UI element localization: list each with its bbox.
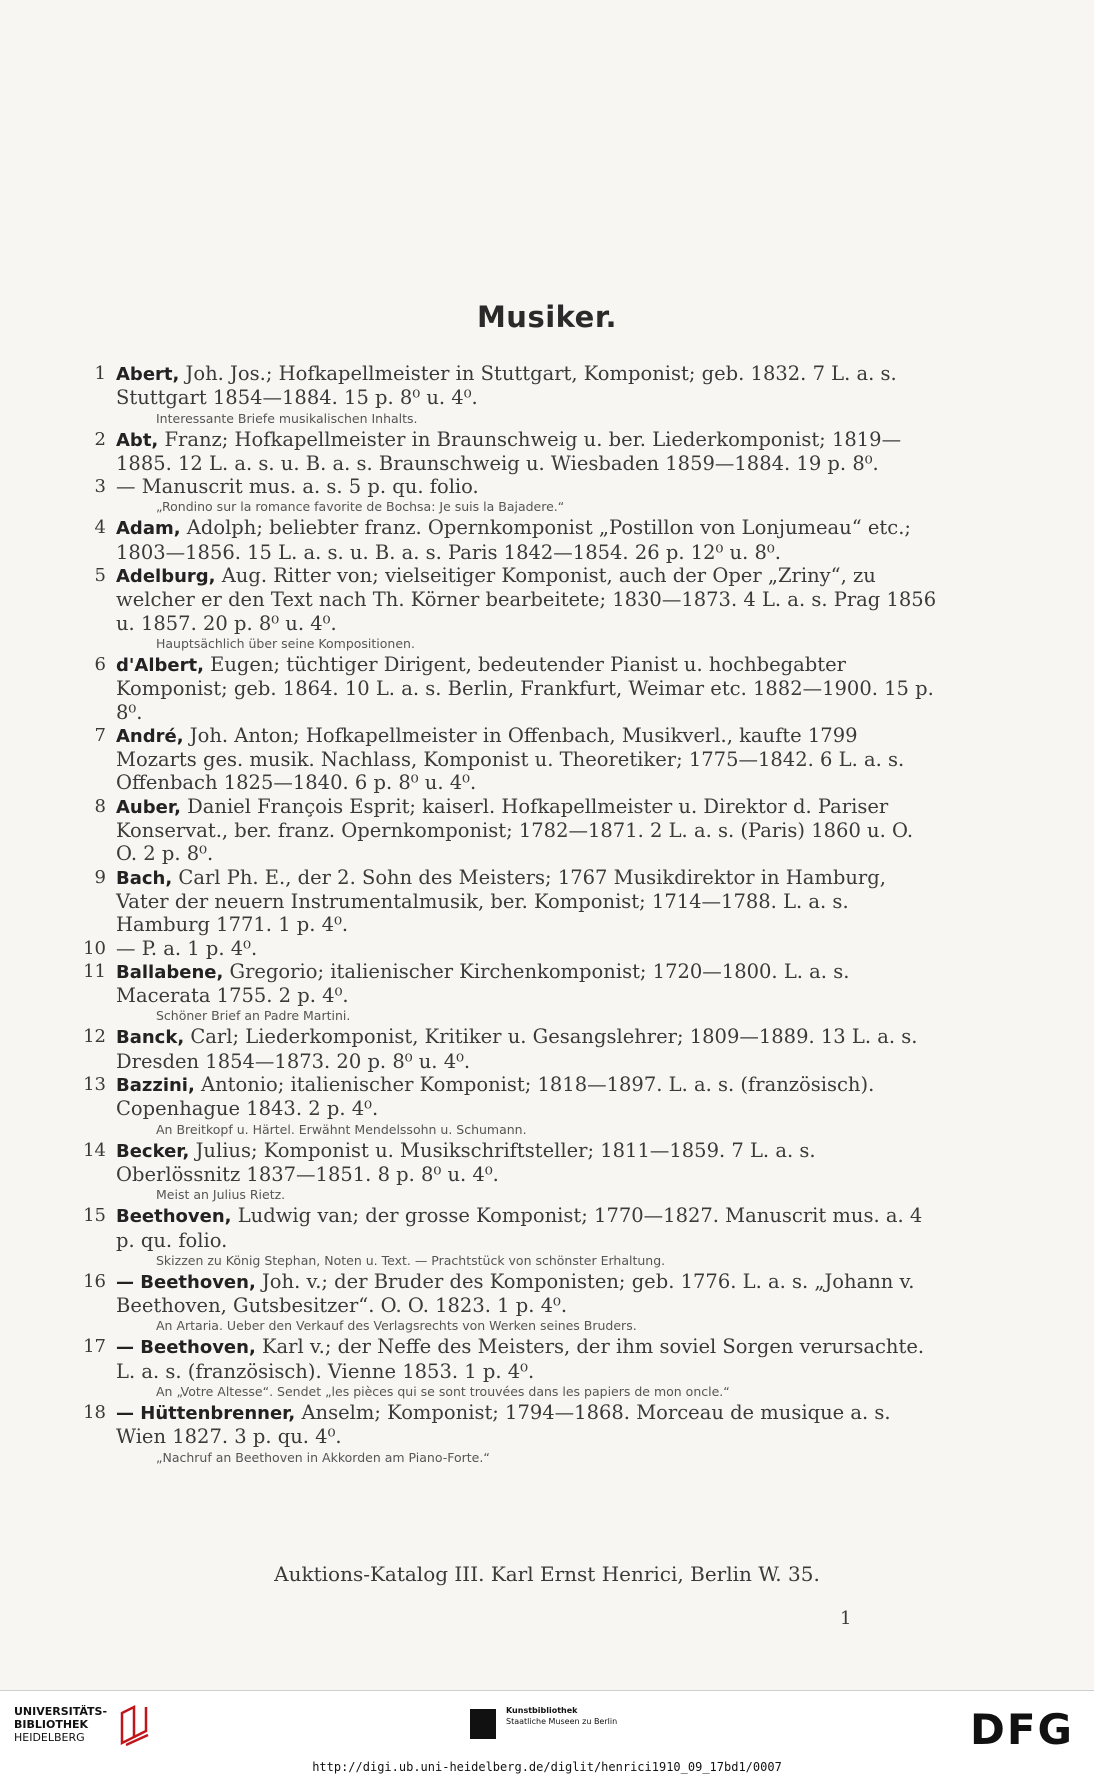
- entry-note: An Artaria. Ueber den Verkauf des Verlagsrechts von Werken seines Bruders.: [156, 1318, 637, 1334]
- entry-text: Carl Ph. E., der 2. Sohn des Meisters; 1767 Musikdirektor in Hamburg, Vater der neuern Instrumentalmusik, ber. Komponist; 1714—1788. L. a. s. Hamburg 1771. 1 p. 4⁰.: [116, 865, 886, 937]
- entry-note: „Nachruf an Beethoven in Akkorden am Piano-Forte.“: [156, 1449, 490, 1465]
- entry-name: Adelburg,: [116, 566, 216, 588]
- entry-number: 5: [94, 565, 106, 587]
- entry-note: Interessante Briefe musikalischen Inhalts.: [156, 410, 418, 426]
- entry-name: d'Albert,: [116, 654, 204, 676]
- entry-number: 7: [94, 724, 106, 746]
- catalog-entry: [78, 362, 940, 428]
- catalog-entry: [78, 516, 940, 564]
- entry-name: Becker,: [116, 1140, 190, 1162]
- page-number: 1: [840, 1608, 852, 1629]
- entry-text: Franz; Hofkapellmeister in Braunschweig u. ber. Liederkomponist; 1819—1885. 12 L. a. s. u. B. a. s. Braunschweig u. Wiesbaden 1859—1884. 19 p. 8⁰.: [116, 427, 902, 475]
- entry-name: André,: [116, 725, 184, 747]
- ub-logo-line2: BIBLIOTHEK: [14, 1718, 89, 1731]
- entry-note: Hauptsächlich über seine Kompositionen.: [156, 635, 415, 651]
- catalog-entry: [78, 795, 940, 866]
- entry-number: 2: [94, 428, 106, 450]
- ub-logo-line1: UNIVERSITÄTS-: [14, 1705, 108, 1718]
- entry-text: — P. a. 1 p. 4⁰.: [116, 936, 258, 960]
- entry-name: — Hüttenbrenner,: [116, 1402, 296, 1424]
- entry-note: Meist an Julius Rietz.: [156, 1187, 286, 1203]
- entry-text: — Manuscrit mus. a. s. 5 p. qu. folio.: [116, 475, 479, 499]
- catalog-line: Auktions-Katalog III. Karl Ernst Henrici, Berlin W. 35.: [274, 1562, 820, 1586]
- entry-text: Joh. v.; der Bruder des Komponisten; geb. 1776. L. a. s. „Johann v. Beethoven, Gutsbesitzer“. O. O. 1823. 1 p. 4⁰.: [116, 1269, 915, 1318]
- catalog-entry: [78, 960, 940, 1026]
- catalog-entry: [78, 1139, 940, 1205]
- entry-text: Gregorio; italienischer Kirchenkomponist; 1720—1800. L. a. s. Macerata 1755. 2 p. 4⁰.: [116, 959, 850, 1008]
- entry-text: Joh. Jos.; Hofkapellmeister in Stuttgart, Komponist; geb. 1832. 7 L. a. s. Stuttgart 1854—1884. 15 p. 8⁰ u. 4⁰.: [116, 362, 897, 410]
- catalog-entry: [78, 724, 940, 795]
- catalog-entry: [78, 653, 940, 724]
- catalog-entry: [78, 475, 940, 516]
- entry-text: Joh. Anton; Hofkapellmeister in Offenbach, Musikverl., kaufte 1799 Mozarts ges. musik. Nachlass, Komponist u. Theoretiker; 1775—1842. 6 L. a. s. Offenbach 1825—1840. 6 p. 8⁰ u. 4⁰.: [116, 723, 905, 795]
- catalog-entry: [78, 1401, 940, 1467]
- ub-logo-line3: HEIDELBERG: [14, 1731, 85, 1744]
- kb-logo-line1: Kunstbibliothek: [506, 1706, 578, 1715]
- catalog-entry: [78, 1204, 940, 1270]
- source-url[interactable]: http://digi.ub.uni-heidelberg.de/diglit/henrici1910_09_17bd1/0007: [312, 1760, 782, 1774]
- entry-name: Abt,: [116, 429, 159, 451]
- entry-number: 6: [94, 653, 106, 675]
- entry-name: Abert,: [116, 364, 180, 385]
- entry-note: Skizzen zu König Stephan, Noten u. Text. — Prachtstück von schönster Erhaltung.: [156, 1252, 666, 1268]
- entry-name: Ballabene,: [116, 961, 224, 983]
- entry-number: 4: [94, 517, 106, 539]
- entry-text: Daniel François Esprit; kaiserl. Hofkapellmeister u. Direktor d. Pariser Konservat., ber. franz. Opernkomponist; 1782—1871. 2 L. a. s. (Paris) 1860 u. O. O. 2 p. 8⁰.: [116, 794, 914, 866]
- entry-name: Beethoven,: [116, 1206, 232, 1228]
- entry-text: Julius; Komponist u. Musikschriftsteller; 1811—1859. 7 L. a. s. Oberlössnitz 1837—1851. 8 p. 8⁰ u. 4⁰.: [116, 1138, 816, 1186]
- entry-number: 15: [83, 1205, 106, 1227]
- entry-text: Antonio; italienischer Komponist; 1818—1897. L. a. s. (französisch). Copenhague 1843. 2 p. 4⁰.: [116, 1073, 875, 1121]
- catalog-entry: [78, 866, 940, 937]
- catalog-entry: [78, 1025, 940, 1073]
- catalog-entry: [78, 937, 940, 960]
- footer-bar: [0, 1690, 1094, 1778]
- entry-number: 18: [83, 1401, 106, 1423]
- kb-logo-line2: Staatliche Museen zu Berlin: [506, 1717, 618, 1726]
- entry-number: 1: [94, 363, 106, 384]
- catalog-entry: [78, 1335, 940, 1401]
- catalog-entry: [78, 1073, 940, 1139]
- entry-text: Ludwig van; der grosse Komponist; 1770—1827. Manuscrit mus. a. 4 p. qu. folio.: [116, 1204, 923, 1252]
- entry-number: 10: [83, 937, 106, 959]
- entry-note: An „Votre Altesse“. Sendet „les pièces qui se sont trouvées dans les papiers de mon oncle.“: [156, 1383, 730, 1399]
- catalog-entry: [78, 564, 940, 653]
- entry-number: 11: [83, 960, 106, 982]
- entry-number: 9: [94, 866, 106, 888]
- kunstbibliothek-mark-icon: [470, 1709, 496, 1739]
- entry-number: 14: [83, 1139, 106, 1161]
- entry-text: Adolph; beliebter franz. Opernkomponist „Postillon von Lonjumeau“ etc.; 1803—1856. 15 L. a. s. u. B. a. s. Paris 1842—1854. 26 p. 12⁰ u. 8⁰.: [116, 516, 911, 564]
- page-heading: Musiker.: [476, 300, 618, 334]
- entry-name: Adam,: [116, 518, 181, 540]
- entry-name: Bach,: [116, 867, 173, 889]
- catalog-entry: [78, 1270, 940, 1336]
- catalog-entry: [78, 428, 940, 476]
- entry-number: 17: [83, 1336, 106, 1358]
- ub-heidelberg-logo[interactable]: [14, 1705, 107, 1744]
- entry-number: 8: [94, 795, 106, 817]
- entry-text: Carl; Liederkomponist, Kritiker u. Gesangslehrer; 1809—1889. 13 L. a. s. Dresden 1854—1873. 20 p. 8⁰ u. 4⁰.: [116, 1025, 918, 1073]
- entry-name: — Beethoven,: [116, 1271, 256, 1293]
- entry-number: 16: [83, 1270, 106, 1292]
- entry-note: Schöner Brief an Padre Martini.: [156, 1008, 351, 1024]
- entry-note: „Rondino sur la romance favorite de Bochsa: Je suis la Bajadere.“: [156, 499, 565, 515]
- kunstbibliothek-logo[interactable]: [470, 1705, 630, 1745]
- entry-text: Aug. Ritter von; vielseitiger Komponist, auch der Oper „Zriny“, zu welcher er den Text nach Th. Körner bearbeitete; 1830—1873. 4 L. a. s. Prag 1856 u. 1857. 20 p. 8⁰ u. 4⁰.: [116, 564, 937, 635]
- entry-name: Auber,: [116, 796, 181, 818]
- entry-name: — Beethoven,: [116, 1337, 256, 1359]
- entry-list: [78, 362, 940, 1467]
- dfg-logo[interactable]: DFG: [969, 1705, 1074, 1754]
- entry-text: Eugen; tüchtiger Dirigent, bedeutender Pianist u. hochbegabter Komponist; geb. 1864. 10 L. a. s. Berlin, Frankfurt, Weimar etc. 1882—1900. 15 p. 8⁰.: [116, 652, 934, 724]
- entry-text: Karl v.; der Neffe des Meisters, der ihm soviel Sorgen verursachte. L. a. s. (französisch). Vienne 1853. 1 p. 4⁰.: [116, 1335, 925, 1383]
- entry-number: 12: [83, 1026, 106, 1048]
- entry-name: Bazzini,: [116, 1075, 195, 1097]
- entry-number: 3: [94, 476, 106, 498]
- ub-logo-mark-icon: [118, 1703, 152, 1747]
- entry-name: Banck,: [116, 1027, 185, 1049]
- entry-text: Anselm; Komponist; 1794—1868. Morceau de musique a. s. Wien 1827. 3 p. qu. 4⁰.: [116, 1400, 891, 1449]
- entry-note: An Breitkopf u. Härtel. Erwähnt Mendelssohn u. Schumann.: [156, 1121, 527, 1137]
- entry-number: 13: [83, 1074, 106, 1096]
